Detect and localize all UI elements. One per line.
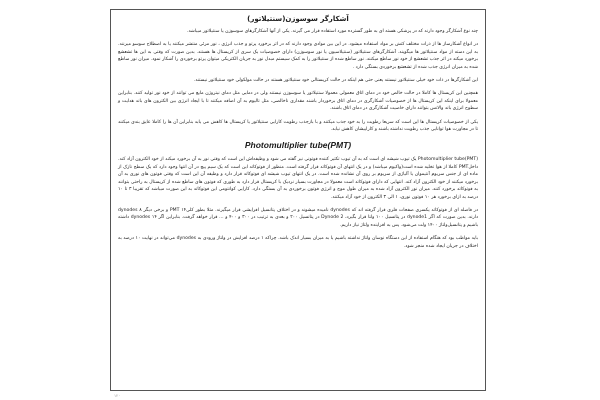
paragraph-pmt-description: (Photomultiplier tube(PMT یک تیوب شیشه ای است که به آن تیوب تکثیر کننده فوتونی نیز گفته می شود و وظیفه‌اش این است که وقتی نور به آن برخورد میکند از خود الکترون آزاد کند. داخلPMT کاملا از هوا تخلیه شده است(واکیوم میباشد) و در یک انتهای آن فوتوکاتد قرار گرفته است. منظور از فوتوکاتد این است که یک سیم پیچ در آن انتها وجود دارد که یک سطح نازک از ماده ای از جنس سزیوم آنتیموان یا آلیاژی از سزیوم بر روی آن نشانده شده است. در یک انتهای تیوب شیشه ای فوتوکاتد قرار دارد و وظیفه آن این است که وقتی فوتون های نوری به آن برخورد میکنند از خود الکترون آزاد کند. انتهایی که دارای فوتوکاتد است معمولا در مجاورت بسیار نزدیک با کریستال قرار دارد به طوری که فوتون های ساطع شده از کریستال به راحتی بتوانند به فوتوکاتد برخورد کنند. میزان نور الکترون آزاد شده به میزان طول موج و انرژی فوتون برخوردی به آن بستگی دارد. کارایی کوانتومی این فوتوکاتد به این صورت میباشد که تقریبا ۳ تا ۱۰ درصد به ازای برخورد هر ۱۰ فوتون نوری، ۱ الی ۳ الکترون از خود آزاد میکنند. [118, 157, 479, 200]
paragraph-dynodes: در فاصله ای از فوتوکاتد یکسری صفحات فلزی قرار گرفته اند که dynodes نامیده میشوند و در اختلاف پتانسیل افزایشی قرار میگیرند. مثلا بطور کلیPMT ۱۴ و برخی دیگر ۸ dynodes دارند. بدین صورت که اگر dynode1 در پتانسیل ۱۰۰ ولتا قرار بگیرد، Dynode 2 در پتانسیل ۲۰۰ و بعدی به ترتیب در ۳۰۰ و ۴۰۰ و ... قرار خواهد گرفت. بنابراین اگر ۱۴ dynodes داشته باشیم و پتانسیل‌ولتاژ ۱۴۰۰ ولت می‌شود. پس به افزاینده ولتاژ نیاز داریم. [118, 207, 479, 228]
paragraph-moisture: یکی از خصوصیات کریستال ها این است که سریعا رطوبت را به خود جذب میکنند و با بازجذب رطوبت کارایی سنتیلاتور یا کریستال ها کاهش می یابد بنابراین آن ها را کاملا عایق بندی میکنند تا در مجاورت هوا توانایی جذب رطوبت نداشته باشند و کاراییشان کاهش نیابد. [118, 119, 478, 133]
paragraph-voltage-warning: باید مواظب بود که هنگام استفاده از این دستگاه نوسان ولتاژ نداشته باشیم یا به میزان بسیار اندک باشد. چراکه ۱ درصد افزایش در ولتاژ ورودی به dynodes می‌تواند در نهایت ۱۰ درصد به اختلاف در جریان ایجاد شده منجر شود. [118, 236, 478, 249]
paragraph-detector-types: چند نوع آشکارگر وجود دارند که در پزشکی هسته ای به طور گسترده مورد استفاده قرار می گیرند. یکی از آنها آشکارگرهای سوسوزن یا سنتیلاتور میباشد. [187, 29, 478, 34]
page-mark: ۱۲۰ [114, 393, 121, 398]
section-heading-pmt: Photomultiplier tube(PMT) [244, 140, 352, 151]
paragraph-impurity-doping: همچنین این کریستال ها کاملا در حالت خالص خود در دمای اتاق معمولی معمولا سنتیلاتور یا سوسوزن نیستند ولی در دمایی مثل دمای نیتروژن مایع می توانند از خود نور تولید کنند. بنابراین معمولا برای اینکه این کریستال ها از خصوصیات آشکارگری در دمای اتاق برخوردار باشند مقداری ناخالصی، مثل تالیوم به آن اضافه میکنند تا با ایجاد انرژی بین الکترون های باند هدایت و سطوح انرژی باند والانس بتوانند دارای خاصیت آشکارگری در دمای اتاق باشند. [118, 91, 478, 112]
document-title: آشکارگر سوسوزن(سنتیلاتور) [247, 15, 349, 23]
document-frame [110, 9, 486, 391]
paragraph-crystal-state: این آشکارگرها در ذات خود خیلی سنتیلاتور نیستند یعنی حتی هم اینکه در حالت کریستالی خود سنتیلاتور هستند در حالت مولکولی خود سنتیلاتور نیستند. [193, 78, 478, 84]
paragraph-scintillator-principle: در انواع آشکارساز ها از ذرات مختلف کتش بر مواد استفاده میشود. در این بین موادی وجود دارند که در اثر برخورد پرتو و جذب انرژی ، نور مرئی منتشر میکنند یا به اصطلاح سوسو میزنند. به این دسته از مواد سنتیلاتور ها میگویند. آشکارگرهای سنتیلاتور (سنتیلاسیون یا نور سوسوزن) دارای خصوصیات یک سری از کریستال ها هستند. بدین صورت که وقتی به این ها تشعشع برخورد میکند در اثر جذب تشعشع از خود نور ساطع میکنند. نور ساطع شده از سنتیلاتور را به کمک سیستم مبدل نور به جریان الکتریکی میتوان پرتو برخوردی را آشکار نمود. میزان نور ساطع شده به میزان انرژی جذب شده از تشعشع برخوردی بستگی دارد . [118, 42, 478, 70]
